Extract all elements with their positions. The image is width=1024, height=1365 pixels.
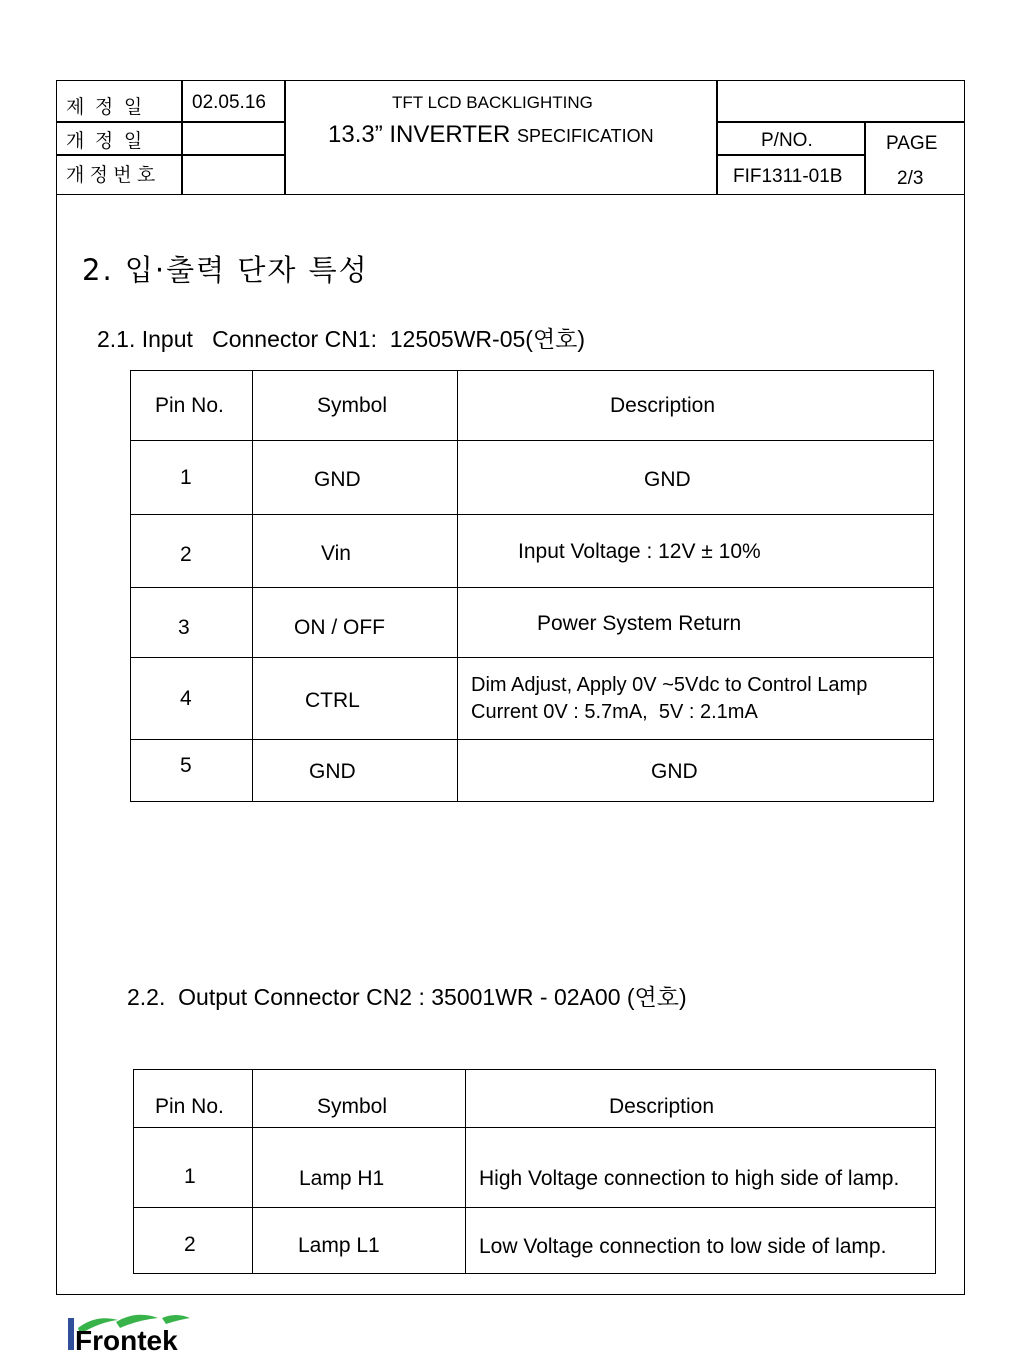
table-row [131, 658, 934, 740]
description-cell [466, 1128, 936, 1208]
pin-description: Dim Adjust, Apply 0V ~5Vdc to Control Lamp [471, 674, 868, 696]
table-row [131, 441, 934, 515]
revision-number-label: 개 정 번 호 [66, 165, 156, 186]
output-connector-heading: 2.2. Output Connector CN2 : 35001WR - 02A00 (연호) [127, 984, 687, 1010]
description-cell [458, 740, 934, 802]
pin-number: 3 [178, 616, 190, 639]
pin-symbol: Lamp H1 [299, 1167, 385, 1190]
pin-symbol: Vin [321, 542, 351, 565]
part-number-label: P/NO. [761, 130, 813, 151]
pin-description: Power System Return [537, 612, 742, 635]
table-row [131, 588, 934, 658]
output-connector-table [133, 1069, 936, 1274]
pin-symbol: ON / OFF [294, 616, 385, 639]
description-cell [458, 441, 934, 515]
header-divider [56, 121, 284, 123]
header-divider [716, 80, 718, 195]
part-number-value: FIF1311-01B [733, 166, 843, 187]
pin-number: 2 [184, 1233, 196, 1256]
table-row [134, 1208, 936, 1274]
column-symbol: Symbol [317, 394, 388, 417]
document-title-small: SPECIFICATION [516, 126, 654, 146]
description-cell [458, 588, 934, 658]
table-row [131, 740, 934, 802]
table-row [131, 515, 934, 588]
header-divider [56, 154, 284, 156]
symbol-cell [253, 1208, 466, 1274]
symbol-cell [253, 515, 458, 588]
column-pin-no: Pin No. [155, 1095, 224, 1118]
table-header-row [134, 1070, 936, 1128]
table-header-row [131, 371, 934, 441]
pin-cell [131, 515, 253, 588]
description-cell [458, 515, 934, 588]
pin-symbol: GND [314, 468, 361, 491]
document-title-main: 13.3” INVERTER [328, 121, 511, 148]
symbol-cell [253, 658, 458, 740]
header-divider [716, 154, 864, 156]
pin-cell [134, 1128, 253, 1208]
header-divider [181, 80, 183, 195]
created-date-value: 02.05.16 [192, 92, 266, 113]
pin-symbol: Lamp L1 [298, 1234, 380, 1257]
pin-symbol: CTRL [305, 689, 360, 712]
header-cell [466, 1070, 936, 1128]
pin-symbol: GND [309, 760, 356, 783]
pin-number: 2 [180, 543, 192, 566]
header-divider [284, 80, 286, 195]
logo-wordmark: Frontek [75, 1325, 178, 1355]
document-title-line2 [328, 121, 654, 149]
symbol-cell [253, 1128, 466, 1208]
pin-description: GND [644, 468, 691, 491]
pin-cell [134, 1208, 253, 1274]
pin-number: 4 [180, 687, 192, 710]
column-description: Description [610, 394, 716, 417]
pin-description: High Voltage connection to high side of lamp. [479, 1167, 900, 1190]
symbol-cell [253, 740, 458, 802]
description-cell [466, 1208, 936, 1274]
pin-description: Low Voltage connection to low side of lamp. [479, 1235, 887, 1258]
input-connector-table [130, 370, 934, 802]
header-cell [134, 1070, 253, 1128]
pin-description: GND [651, 760, 698, 783]
column-pin-no: Pin No. [155, 394, 224, 417]
header-cell [253, 1070, 466, 1128]
column-symbol: Symbol [317, 1095, 388, 1118]
pin-cell [131, 658, 253, 740]
document-title-line1: TFT LCD BACKLIGHTING [392, 93, 593, 112]
pin-number: 1 [180, 466, 192, 489]
created-date-label: 제 정 일 [66, 97, 143, 118]
pin-cell [131, 441, 253, 515]
logo-leaf [162, 1315, 190, 1324]
pin-number: 1 [184, 1165, 196, 1188]
pin-number: 5 [180, 754, 192, 777]
header-cell [253, 371, 458, 441]
symbol-cell [253, 588, 458, 658]
table-row [134, 1128, 936, 1208]
pin-cell [131, 740, 253, 802]
header-cell [131, 371, 253, 441]
pin-description-detail: Current 0V : 5.7mA, 5V : 2.1mA [471, 701, 758, 723]
section-title: 2. 입·출력 단자 특성 [82, 253, 369, 287]
description-cell [458, 658, 934, 740]
frontek-logo [66, 1310, 206, 1355]
header-cell [458, 371, 934, 441]
pin-description: Input Voltage : 12V ± 10% [518, 540, 761, 563]
page-label: PAGE [886, 133, 938, 154]
header-divider [716, 121, 965, 123]
logo-bar [68, 1318, 74, 1350]
revised-date-label: 개 정 일 [66, 131, 143, 152]
pin-cell [131, 588, 253, 658]
header-divider [864, 121, 866, 195]
page-number: 2/3 [897, 168, 924, 189]
document-header [56, 80, 965, 195]
symbol-cell [253, 441, 458, 515]
column-description: Description [609, 1095, 715, 1118]
input-connector-heading: 2.1. Input Connector CN1: 12505WR-05(연호) [97, 326, 586, 352]
